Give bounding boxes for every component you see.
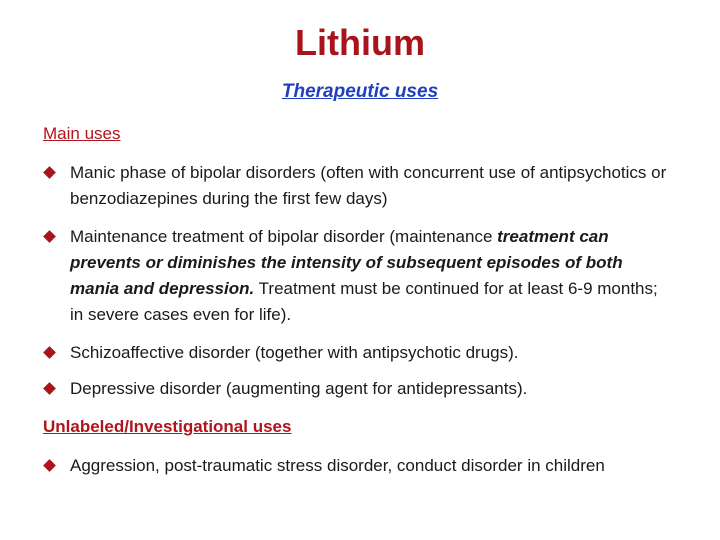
main-uses-bullet xyxy=(43,376,668,402)
main-uses-bullet xyxy=(43,224,668,328)
slide-title: Lithium xyxy=(295,22,425,63)
investigational-uses-bullet xyxy=(43,453,668,479)
main-uses-bullet xyxy=(43,160,668,212)
bullet-text-plain: Treatment must be continued for at least 6-9 months; in severe cases even for life). xyxy=(70,279,658,324)
investigational-uses-heading: Unlabeled/Investigational uses xyxy=(43,417,292,436)
main-uses-bullet xyxy=(43,340,668,366)
bullet-text: Aggression, post-traumatic stress disorder, conduct disorder in children xyxy=(70,456,605,475)
bullet-text xyxy=(43,224,668,328)
bullet-text: Depressive disorder (augmenting agent for antidepressants). xyxy=(70,379,528,398)
main-uses-heading: Main uses xyxy=(43,124,121,143)
bullet-text-emphasis: treatment can prevents or diminishes the intensity of subsequent episodes of both mania and depression. xyxy=(70,227,623,298)
bullet-text: Schizoaffective disorder (together with antipsychotic drugs). xyxy=(70,343,519,362)
slide-subtitle: Therapeutic uses xyxy=(281,81,439,102)
bullet-text: Manic phase of bipolar disorders (often with concurrent use of antipsychotics or benzodiazepines during the first few days) xyxy=(70,163,667,208)
bullet-text-plain: Maintenance treatment of bipolar disorder (maintenance xyxy=(70,227,493,246)
